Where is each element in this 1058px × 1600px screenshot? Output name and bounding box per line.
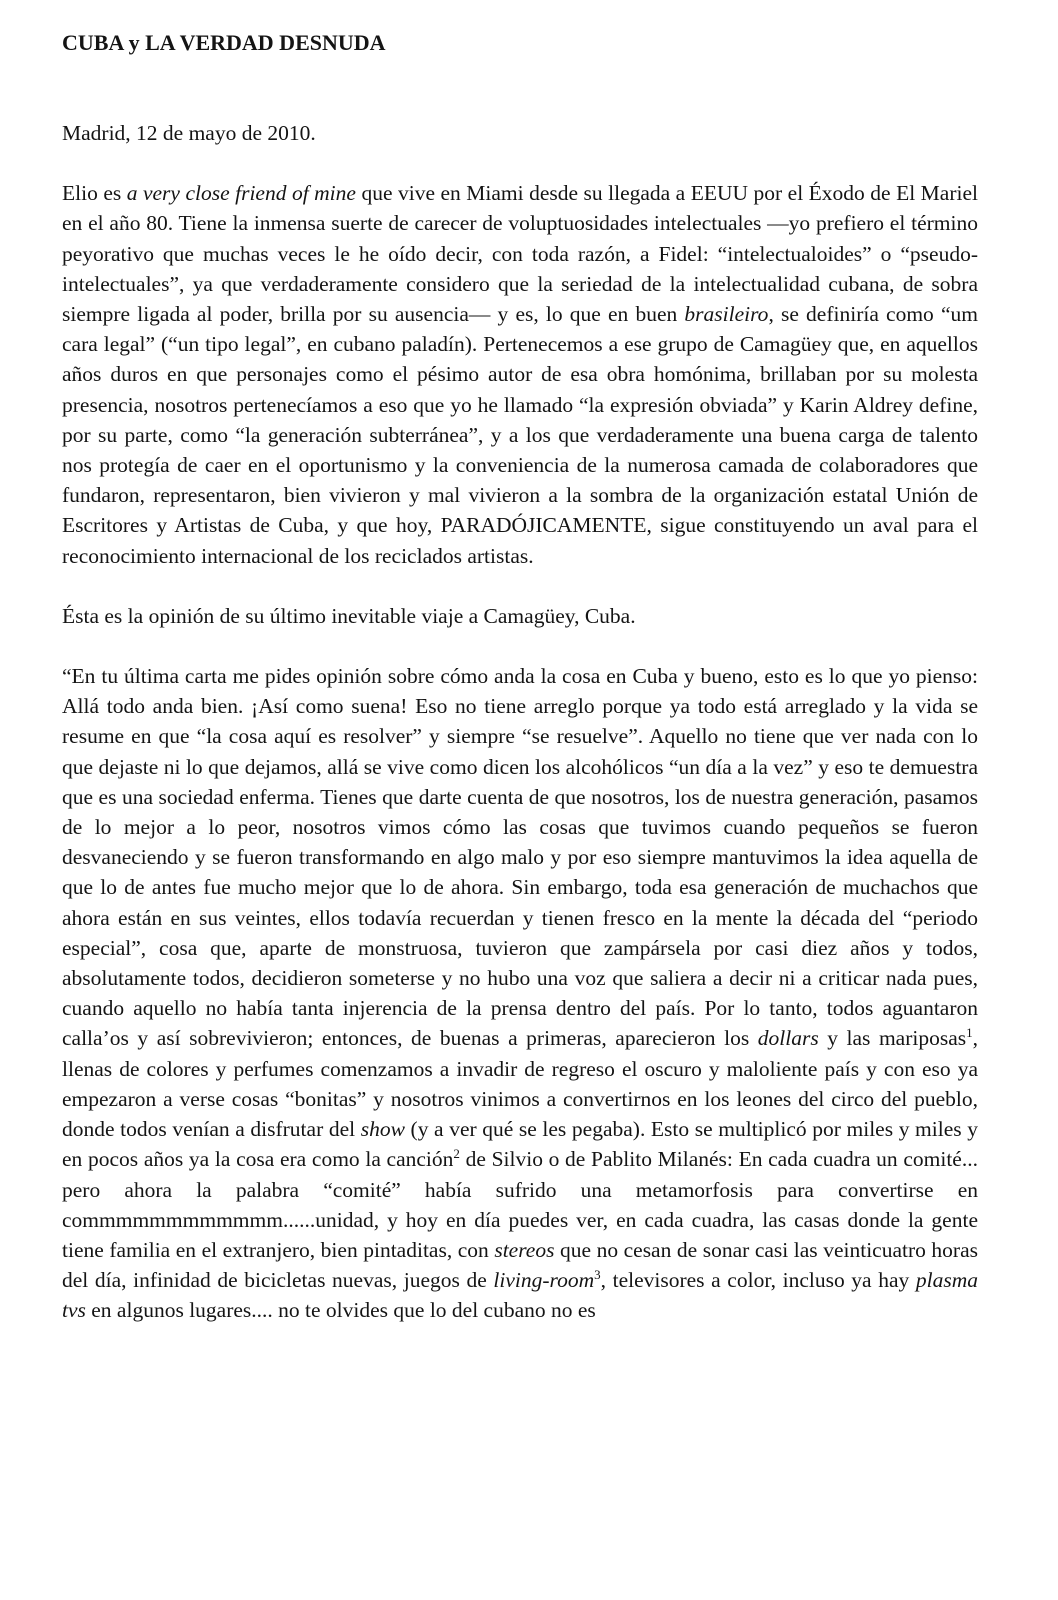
italic-text: a very close friend of mine — [126, 181, 356, 206]
italic-text: stereos — [494, 1237, 555, 1262]
footnote-marker: 1 — [966, 1025, 973, 1041]
italic-text: brasileiro — [684, 302, 769, 327]
italic-text: living-room — [493, 1268, 595, 1293]
document-page — [62, 28, 978, 1356]
text-run: Elio es — [62, 181, 127, 206]
text-run: en algunos lugares.... no te olvides que lo del cubano no es — [85, 1298, 596, 1323]
text-run: (y a ver qué se les pegaba). Esto se multiplicó por miles y miles y en pocos años ya la cosa era como la canción — [62, 1117, 978, 1172]
text-run: de Silvio o de Pablito Milanés: En cada cuadra un comité... pero ahora la palabra “comité” había sufrido una metamorfosis para convertirse en commmmmmmmmmmm......unidad, y hoy en día puedes ver, en cada cuadra, las casas donde la gente tiene familia en el extranjero, bien pintaditas, con — [62, 1147, 978, 1262]
italic-text: dollars — [757, 1026, 819, 1051]
italic-text: plasma tvs — [62, 1268, 978, 1323]
paragraph-opinion-intro — [62, 601, 978, 631]
text-run: “En tu última carta me pides opinión sobre cómo anda la cosa en Cuba y bueno, esto es lo que yo pienso: Allá todo anda bien. ¡Así como suena! Eso no tiene arreglo porque ya todo está arreglado y la vida se resume en que “la cosa aquí es resolver” y siempre “se resuelve”. Aquello no tiene que ver nada con lo que dejaste ni lo que dejamos, allá se vive como dicen los alcohólicos “un día a la vez” y eso te demuestra que es una sociedad enferma. Tienes que darte cuenta de que nosotros, los de nuestra generación, pasamos de lo mejor a lo peor, nosotros vimos cómo las cosas que tuvimos cuando pequeños se fueron desvaneciendo y se fueron transformando en algo malo y por eso siempre mantuvimos la idea aquella de que lo de antes fue mucho mejor que lo de ahora. Sin embargo, toda esa generación de muchachos que ahora están en sus veintes, ellos todavía recuerdan y tienen fresco en la mente la década del “periodo especial”, cosa que, aparte de monstruosa, tuvieron que zampársela por casi diez años y todos, absolutamente todos, decidieron someterse y no hubo una voz que saliera a decir ni a criticar nada pues, cuando aquello no había tanta injerencia de la prensa dentro del país. Por lo tanto, todos aguantaron calla’os y así sobrevivieron; entonces, de buenas a primeras, aparecieron los — [62, 664, 978, 1051]
text-run: Ésta es la opinión de su último inevitable viaje a Camagüey, Cuba. — [62, 603, 636, 628]
text-run: , llenas de colores y perfumes comenzamos a invadir de regreso el oscuro y maloliente país y con eso ya empezaron a verse cosas “bonitas” y nosotros vinimos a convertirnos en los leones del circo del pueblo, donde todos venían a disfrutar del — [62, 1026, 979, 1142]
dateline: Madrid, 12 de mayo de 2010. — [62, 121, 316, 145]
text-run: y las mariposas — [818, 1026, 967, 1051]
text-run: , televisores a color, incluso ya hay — [600, 1268, 916, 1293]
document-title: CUBA y LA VERDAD DESNUDA — [62, 30, 386, 55]
footnote-marker: 3 — [594, 1266, 601, 1282]
paragraph-intro — [62, 178, 978, 571]
text-run: que no cesan de sonar casi las veinticuatro horas del día, infinidad de bicicletas nuevas, juegos de — [62, 1237, 978, 1293]
text-run: que vive en Miami desde su llegada a EEUU por el Éxodo de El Mariel en el año 80. Tiene la inmensa suerte de carecer de voluptuosidades intelectuales —yo prefiero el término peyorativo que muchas veces le he oído decir, con toda razón, a Fidel: “intelectualoides” o “pseudo-intelectuales”, ya que verdaderamente considero que la seriedad de la intelectualidad cubana, de sobra siempre ligada al poder, brilla por su ausencia— y es, lo que en buen — [62, 181, 978, 327]
footnote-marker: 2 — [453, 1146, 460, 1162]
paragraph-letter-quote — [62, 661, 978, 1325]
text-run: , se definiría como “um cara legal” (“un tipo legal”, en cubano paladín). Pertenecemos a ese grupo de Camagüey que, en aquellos años duros en que personajes como el pésimo autor de esa obra homónima, brillaban por su molesta presencia, nosotros pertenecíamos a eso que yo he llamado “la expresión obviada” y Karin Aldrey define, por su parte, como “la generación subterránea”, y a los que verdaderamente una buena carga de talento nos protegía de caer en el oportunismo y la conveniencia de la numerosa camada de colaboradores que fundaron, representaron, bien vivieron y mal vivieron a la sombra de la organización estatal Unión de Escritores y Artistas de Cuba, y que hoy, PARADÓJICAMENTE, sigue constituyendo un aval para el reconocimiento internacional de los reciclados artistas. — [62, 302, 978, 568]
italic-text: show — [360, 1117, 405, 1142]
